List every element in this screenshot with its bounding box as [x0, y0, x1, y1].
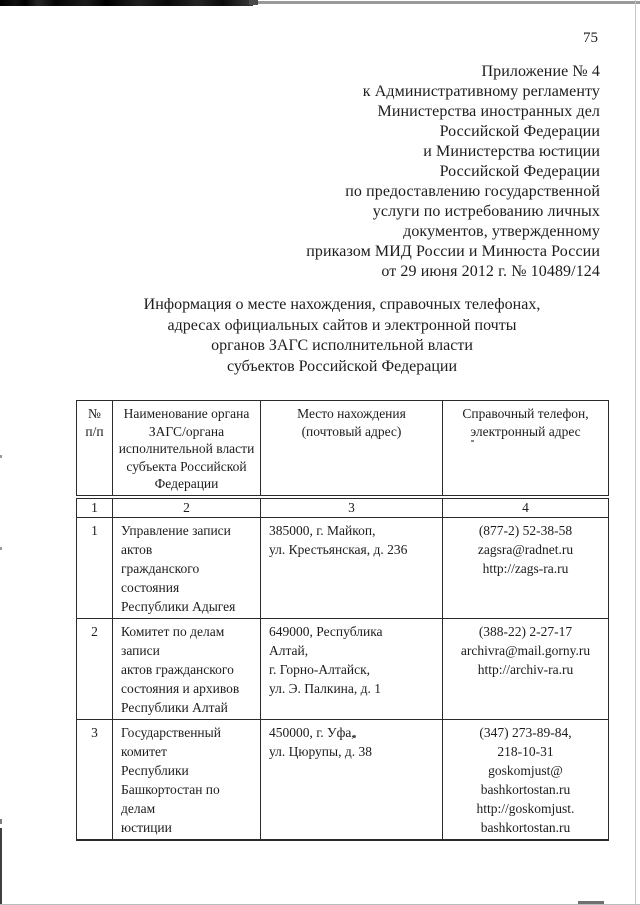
contact-cell: (388-22) 2-27-17 archivra@mail.gorny.ru http://archiv-ra.ru	[443, 618, 609, 719]
scan-artifact-top-bar	[0, 0, 253, 6]
column-numbering-row	[77, 497, 609, 518]
column-number: 2	[113, 497, 261, 518]
table-row	[77, 517, 609, 618]
column-number: 3	[261, 497, 443, 518]
scan-artifact-top-edge-line	[258, 1, 640, 4]
org-name-cell: Управление записи актов гражданского состояния Республики Адыгея	[113, 517, 261, 618]
document-title: Информация о месте нахождения, справочных телефонах, адресах официальных сайтов и электронной почты органов ЗАГС исполнительной власти субъектов Российской Федерации	[143, 296, 541, 375]
org-name-cell: Государственный комитет Республики Башкортостан по делам юстиции	[113, 719, 261, 840]
scan-artifact-top-notch	[249, 0, 258, 5]
zags-offices-table	[76, 400, 609, 841]
column-number: 4	[443, 497, 609, 518]
page-number: 75	[583, 30, 598, 46]
contact-cell: (347) 273-89-84, 218-10-31 goskomjust@ bashkortostan.ru http://goskomjust. bashkortostan.ru	[443, 719, 609, 840]
contact-cell: (877-2) 52-38-58 zagsra@radnet.ru http://zags-ra.ru	[443, 517, 609, 618]
address-cell: 649000, Республика Алтай, г. Горно-Алтайск, ул. Э. Палкина, д. 1	[261, 618, 443, 719]
table-row	[77, 618, 609, 719]
scan-artifact-left-edge-line	[0, 828, 2, 905]
address-cell: 385000, г. Майкоп, ул. Крестьянская, д. 236	[261, 517, 443, 618]
header-cell-row-number: № п/п	[77, 401, 113, 497]
scan-artifact-left-dash	[0, 819, 2, 824]
header-cell-org-name: Наименование органа ЗАГС/органа исполнительной власти субъекта Российской Федерации	[113, 401, 261, 497]
header-cell-contact: Справочный телефон, электронный адрес	[443, 401, 609, 497]
table-row	[77, 719, 609, 840]
scan-artifact-speck	[0, 547, 2, 550]
table-header-row	[77, 401, 609, 497]
appendix-reference-block: Приложение № 4 к Административному регламенту Министерства иностранных дел Российской Федерации и Министерства юстиции Российской Федерации по предоставлению государственной услуги по истребованию личных документов, утвержденному приказом МИД России и Минюста России от 29 июня 2012 г. № 10489/124	[306, 63, 600, 280]
row-number-cell: 3	[77, 719, 113, 840]
header-cell-address: Место нахождения (почтовый адрес)	[261, 401, 443, 497]
org-name-cell: Комитет по делам записи актов гражданского состояния и архивов Республики Алтай	[113, 618, 261, 719]
row-number-cell: 1	[77, 517, 113, 618]
scan-artifact-bottom-mark	[578, 901, 604, 904]
row-number-cell: 2	[77, 618, 113, 719]
scan-artifact-speck	[0, 455, 2, 458]
scan-artifact-right-edge-line	[635, 0, 636, 905]
column-number: 1	[77, 497, 113, 518]
address-cell: 450000, г. Уфа, ул. Цюрупы, д. 38	[261, 719, 443, 840]
